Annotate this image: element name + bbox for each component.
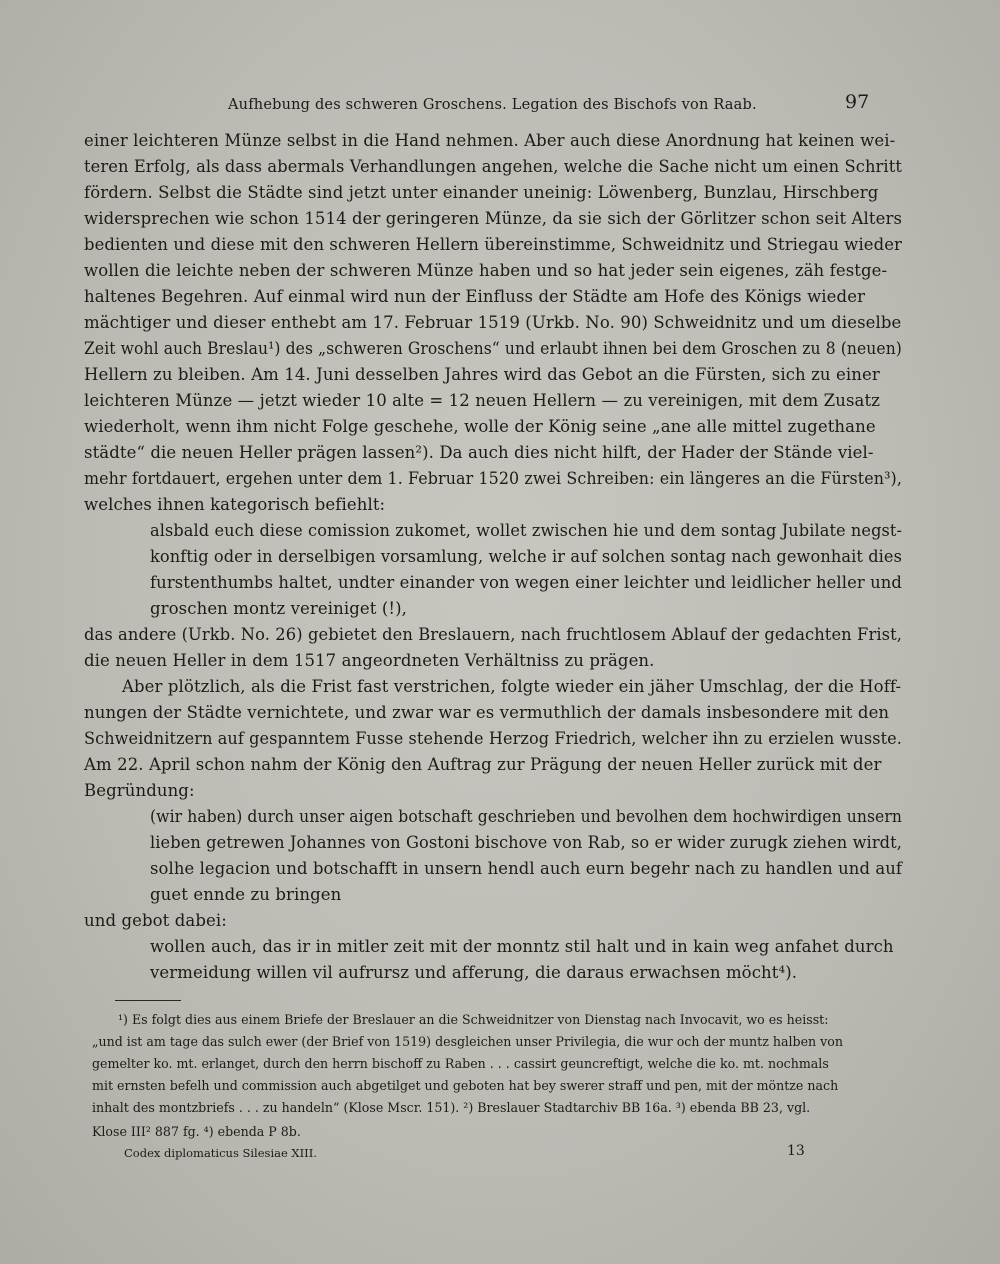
body-line: mehr fortdauert, ergehen unter dem 1. Februar 1520 zwei Schreiben: ein längeres an die Fürsten³),	[84, 469, 902, 488]
body-line: nungen der Städte vernichtete, und zwar war es vermuthlich der damals insbesondere mit den	[84, 703, 890, 722]
body-line: widersprechen wie schon 1514 der geringeren Münze, da sie sich der Görlitzer schon seit Alters	[84, 209, 903, 228]
footnote-line: inhalt des montzbriefs . . . zu handeln“ (Klose Mscr. 151). ²) Breslauer Stadtarchiv BB 16a. ³) ebenda BB 23, vgl.	[92, 1100, 811, 1115]
body-line: fördern. Selbst die Städte sind jetzt unter einander uneinig: Löwenberg, Bunzlau, Hirschberg	[84, 183, 879, 202]
footnote-line: Klose III² 887 fg. ⁴) ebenda P 8b.	[92, 1124, 301, 1139]
quote-line: vermeidung willen vil aufrursz und afferung, die daraus erwachsen möcht⁴).	[150, 963, 798, 982]
body-line: die neuen Heller in dem 1517 angeordneten Verhältniss zu prägen.	[84, 651, 655, 670]
quote-line: solhe legacion und botschafft in unsern hendl auch eurn begehr nach zu handlen und auf	[150, 859, 903, 878]
body-line: Am 22. April schon nahm der König den Auftrag zur Prägung der neuen Heller zurück mit der	[84, 755, 882, 774]
body-line: Schweidnitzern auf gespanntem Fusse stehende Herzog Friedrich, welcher ihn zu erzielen wusste.	[84, 729, 903, 748]
body-line: städte“ die neuen Heller prägen lassen²). Da auch dies nicht hilft, der Hader der Stände viel-	[84, 443, 874, 462]
body-line: das andere (Urkb. No. 26) gebietet den Breslauern, nach fruchtlosem Ablauf der gedachten Frist,	[84, 625, 903, 644]
quote-line: furstenthumbs haltet, undter einander von wegen einer leichter und leidlicher heller und	[150, 573, 903, 592]
quote-line: guet ennde zu bringen	[150, 885, 342, 904]
body-line: welches ihnen kategorisch befiehlt:	[84, 495, 386, 514]
quote-line: lieben getrewen Johannes von Gostoni bischove von Rab, so er wider zurugk ziehen wirdt,	[150, 833, 902, 852]
footnote-line: gemelter ko. mt. erlanget, durch den herrn bischoff zu Raben . . . cassirt geuncreftigt, welche die ko. mt. nochmals	[92, 1056, 829, 1071]
footnote-rule	[115, 1000, 181, 1001]
quote-line: alsbald euch diese comission zukomet, wollet zwischen hie und dem sontag Jubilate negst-	[150, 521, 903, 540]
sheet-signature: 13	[787, 1143, 805, 1159]
body-line: wollen die leichte neben der schweren Münze haben und so hat jeder sein eigenes, zäh festge-	[84, 261, 888, 280]
body-line: Aber plötzlich, als die Frist fast verstrichen, folgte wieder ein jäher Umschlag, der die Hoff-	[122, 677, 902, 696]
body-line: mächtiger und dieser enthebt am 17. Februar 1519 (Urkb. No. 90) Schweidnitz und um dieselbe	[84, 313, 902, 332]
body-line: und gebot dabei:	[84, 911, 227, 930]
body-line: teren Erfolg, als dass abermals Verhandlungen angehen, welche die Sache nicht um einen Schritt	[84, 157, 902, 176]
quote-line: konftig oder in derselbigen vorsamlung, welche ir auf solchen sontag nach gewonhait dies	[150, 547, 902, 566]
body-line: Hellern zu bleiben. Am 14. Juni desselben Jahres wird das Gebot an die Fürsten, sich zu einer	[84, 365, 880, 384]
body-line: Zeit wohl auch Breslau¹) des „schweren Groschens“ und erlaubt ihnen bei dem Groschen zu 8 (neuen)	[84, 339, 902, 358]
footnote-line: „und ist am tage das sulch ewer (der Brief von 1519) desgleichen unser Privilegia, die wur och der muntz halben von	[92, 1034, 843, 1049]
body-line: Begründung:	[84, 781, 195, 800]
footnote-line: mit ernsten befelh und commission auch abgetilget und geboten hat bey swerer straff und pen, mit der möntze nach	[92, 1078, 839, 1093]
body-line: bedienten und diese mit den schweren Hellern übereinstimme, Schweidnitz und Striegau wieder	[84, 235, 902, 254]
body-line: leichteren Münze — jetzt wieder 10 alte = 12 neuen Hellern — zu vereinigen, mit dem Zusatz	[84, 391, 881, 410]
page-number: 97	[845, 91, 870, 113]
running-title: Aufhebung des schweren Groschens. Legation des Bischofs von Raab.	[228, 97, 757, 113]
quote-line: (wir haben) durch unser aigen botschaft geschrieben und bevolhen dem hochwirdigen unsern	[150, 807, 903, 826]
quote-line: groschen montz vereiniget (!),	[150, 599, 408, 618]
body-line: haltenes Begehren. Auf einmal wird nun der Einfluss der Städte am Hofe des Königs wieder	[84, 287, 866, 306]
footnote-line: ¹) Es folgt dies aus einem Briefe der Breslauer an die Schweidnitzer von Dienstag nach Invocavit, wo es heisst:	[118, 1012, 829, 1027]
body-line: wiederholt, wenn ihm nicht Folge geschehe, wolle der König seine „ane alle mittel zugethane	[84, 417, 876, 436]
series-title: Codex diplomaticus Silesiae XIII.	[124, 1146, 317, 1160]
quote-line: wollen auch, das ir in mitler zeit mit der monntz stil halt und in kain weg anfahet durch	[150, 937, 894, 956]
body-line: einer leichteren Münze selbst in die Hand nehmen. Aber auch diese Anordnung hat keinen wei-	[84, 131, 896, 150]
